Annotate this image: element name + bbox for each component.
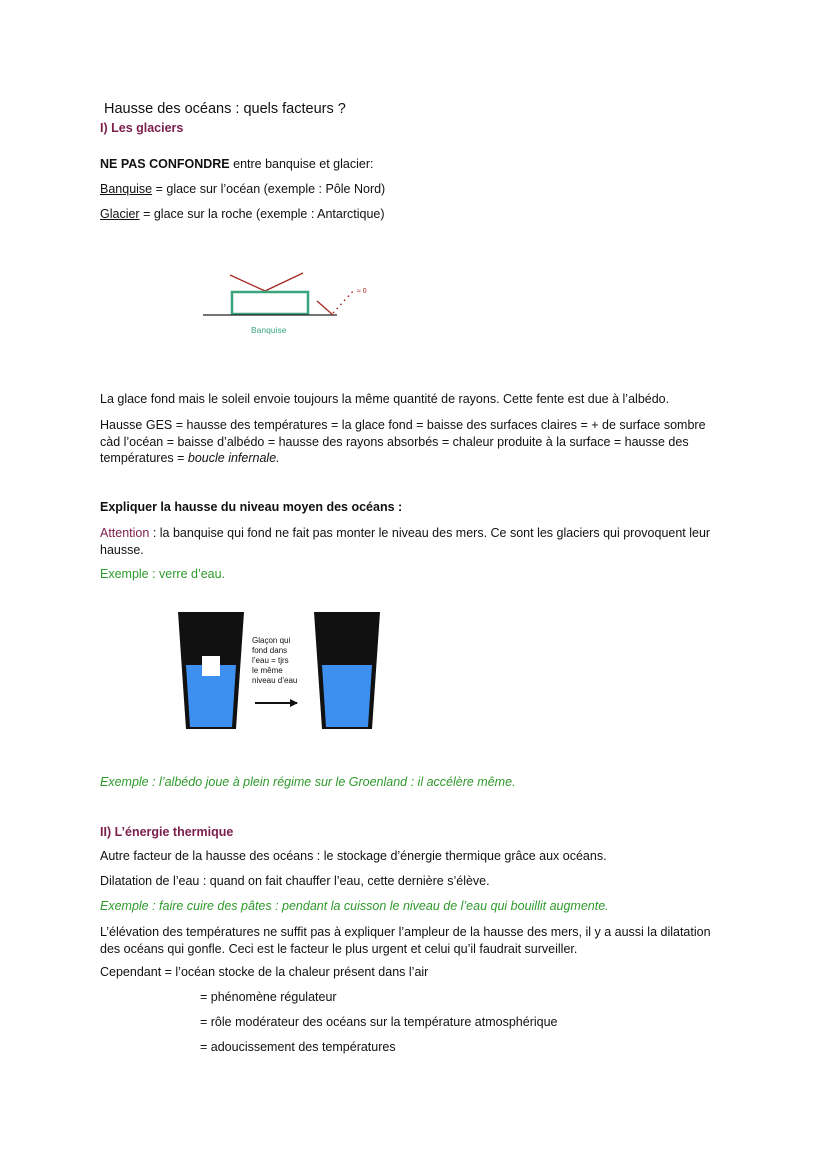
exemple-verre: Exemple : verre d’eau. — [100, 567, 226, 581]
page-title: Hausse des océans : quels facteurs ? — [104, 101, 346, 117]
boucle-infernale: boucle infernale. — [187, 451, 280, 465]
banquise-diagram — [195, 265, 385, 345]
attention-text: : la banquise qui fond ne fait pas monter le niveau des mers. Ce sont les glaciers qui provoquent leur hausse. — [100, 526, 711, 557]
arrow-icon — [290, 699, 298, 707]
confondre-rest: entre banquise et glacier: — [229, 157, 374, 171]
cependant-paragraph: Cependant = l’océan stocke de la chaleur présent dans l’air — [100, 965, 429, 979]
banquise-label: Banquise — [251, 325, 287, 335]
list-item: = phénomène régulateur — [200, 990, 337, 1004]
elevation-paragraph: L’élévation des températures ne suffit pas à expliquer l’ampleur de la hausse des mers, il y a aussi la dilatation des océans qui gonfle. Ceci est le facteur le plus urgent et celui qu’il faudrait surveiller. — [100, 925, 711, 956]
glacier-definition — [100, 207, 385, 221]
glass-diagram — [170, 605, 390, 735]
banquise-definition — [100, 182, 385, 196]
water-right — [322, 665, 372, 727]
exemple-pates: Exemple : faire cuire des pâtes : pendant la cuisson le niveau de l’eau qui bouillit augmente. — [100, 899, 609, 913]
glass-caption-line-2: fond dans — [252, 646, 288, 655]
glass-caption-line-5: niveau d’eau — [252, 676, 298, 685]
glacier-term: Glacier — [100, 207, 140, 221]
approx-zero-label: ≈ 0 — [357, 288, 367, 295]
list-item: = rôle modérateur des océans sur la température atmosphérique — [200, 1015, 558, 1029]
ges-paragraph — [100, 417, 720, 467]
glacier-def-text: = glace sur la roche (exemple : Antarctique) — [139, 207, 385, 221]
glass-caption-line-3: l’eau = tjrs — [252, 656, 289, 665]
glass-caption — [252, 636, 297, 685]
albedo-paragraph: La glace fond mais le soleil envoie toujours la même quantité de rayons. Cette fente est due à l’albédo. — [100, 392, 670, 406]
reflected-ray — [265, 273, 303, 291]
section-heading-energie: II) L’énergie thermique — [100, 825, 234, 839]
banquise-def-text: = glace sur l’océan (exemple : Pôle Nord) — [152, 182, 386, 196]
niveau-heading: Expliquer la hausse du niveau moyen des océans : — [100, 500, 403, 514]
stockage-paragraph: Autre facteur de la hausse des océans : le stockage d’énergie thermique grâce aux océans. — [100, 849, 607, 863]
attention-label: Attention — [100, 526, 150, 540]
absorbed-ray — [317, 301, 333, 315]
ges-paragraph-text: Hausse GES = hausse des températures = la glace fond = baisse des surfaces claires = + de surface sombre càd l’océan = baisse d’albédo = hausse des rayons absorbés = chaleur produite à la surface = hausse des températures = — [100, 418, 706, 465]
dilatation-paragraph: Dilatation de l’eau : quand on fait chauffer l’eau, cette dernière s’élève. — [100, 874, 490, 888]
glass-caption-line-4: le même — [252, 666, 283, 675]
list-item: = adoucissement des températures — [200, 1040, 396, 1054]
glass-caption-line-1: Glaçon qui — [252, 636, 291, 645]
ice-block — [232, 292, 308, 314]
ice-cube — [202, 656, 220, 676]
incoming-ray — [230, 275, 265, 291]
confondre-line — [100, 157, 373, 171]
weak-reflection-dots — [333, 289, 355, 313]
banquise-term: Banquise — [100, 182, 153, 196]
attention-paragraph — [100, 525, 720, 558]
exemple-albedo: Exemple : l’albédo joue à plein régime sur le Groenland : il accélère même. — [100, 775, 516, 789]
section-heading-glaciers: I) Les glaciers — [100, 121, 184, 135]
confondre-bold: NE PAS CONFONDRE — [100, 157, 230, 171]
